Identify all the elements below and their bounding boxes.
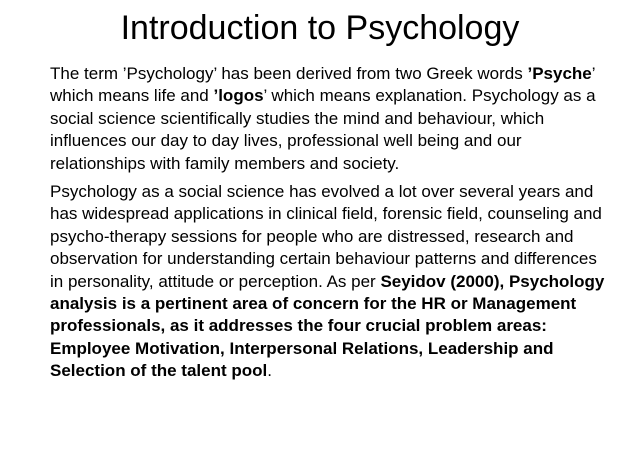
slide-body	[50, 63, 610, 383]
term-psyche: ’Psyche	[527, 64, 592, 83]
slide-title: Introduction to Psychology	[120, 9, 520, 47]
paragraph-1-text-a: The term ’Psychology’ has been derived from two Greek words	[50, 64, 528, 83]
paragraph-2-text-a: Psychology as a social science has evolved a lot over several years and has widespread applications in clinical field, forensic field, counseling and psycho-therapy sessions for people who are distressed, research and observation for understanding certain behaviour patterns and differences in personality, attitude or perception. As per	[50, 182, 602, 291]
paragraph-2-end: .	[267, 361, 272, 381]
paragraph-1-text-b: ’ which means life and	[50, 64, 595, 106]
paragraph-applications	[50, 181, 610, 383]
term-logos: ’logos	[213, 86, 264, 106]
citation-highlight: Seyidov (2000), Psychology analysis is a pertinent area of concern for the HR or Management professionals, as it addresses the four crucial problem areas: Employee Motivation, Interpersonal Relations, Leadership and Selection of the talent pool	[50, 271, 605, 381]
paragraph-1-text-c: ’ which means explanation. Psychology as a social science scientifically studies the mind and behaviour, which influences our day to day lives, professional well being and our relationships with family members and society.	[50, 86, 596, 173]
paragraph-definition	[50, 63, 610, 175]
